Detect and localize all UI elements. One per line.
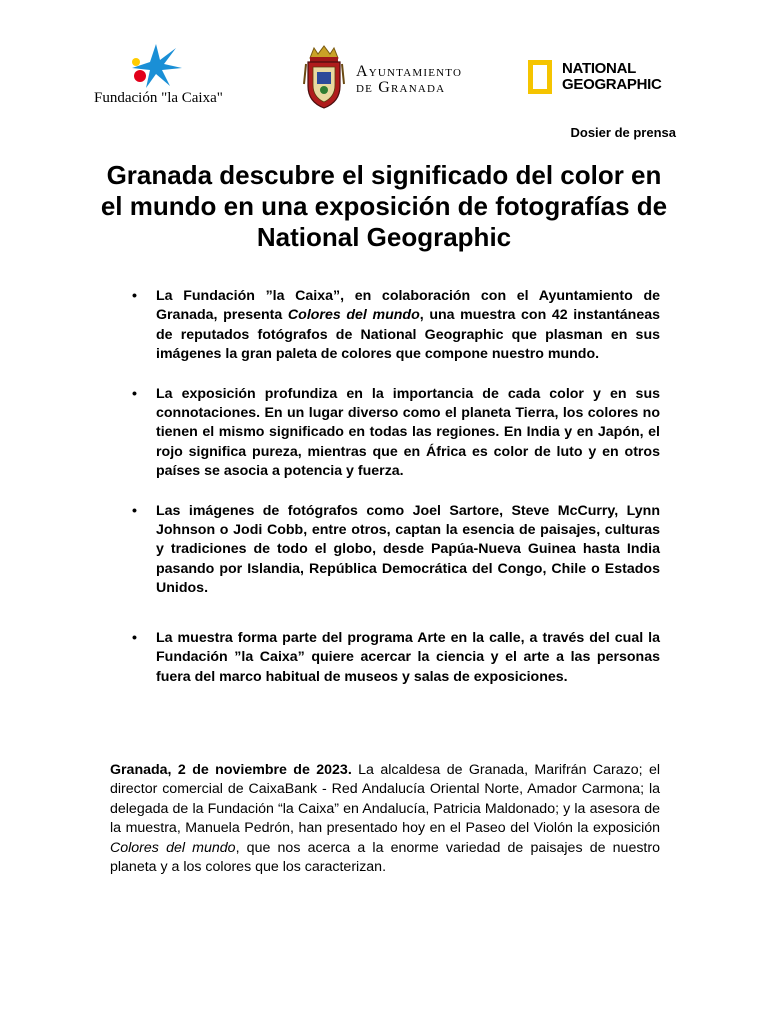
dateline: Granada, 2 de noviembre de 2023.: [110, 762, 352, 778]
caixa-star-icon: [86, 38, 236, 92]
bullet-text-1a: La Fundación ”la Caixa”, en colaboración con el Ayuntamiento de Granada, presenta: [156, 288, 660, 324]
bullet-text-3: Las imágenes de fotógrafos como Joel Sartore, Steve McCurry, Lynn Johnson o Jodi Cobb, entre otros, captan la esencia de paisajes, culturas y tradiciones de todo el globo, desde Papúa-Nueva Guinea hasta India pasando por Islandia, República Democrática del Congo, Chile o Estados Unidos.: [156, 502, 660, 597]
ng-line2: GEOGRAPHIC: [562, 76, 662, 93]
list-item: [110, 385, 660, 482]
caixa-logo: [86, 38, 236, 116]
bullet-icon: •: [132, 385, 137, 402]
ng-wordmark: [562, 61, 662, 93]
bullet-icon: •: [132, 288, 137, 304]
granada-coat-of-arms-icon: [302, 44, 346, 110]
ayuntamiento-line2: de Granada: [356, 79, 446, 96]
national-geographic-logo: [528, 58, 688, 102]
header-logos: [0, 38, 768, 118]
bullet-text-2: La exposición profundiza en la importancia de cada color y en sus connotaciones. En un lugar diverso como el planeta Tierra, los colores no tienen el mismo significado en todas las regiones. En India y en Japón, el rojo significa pureza, mientras que en África es color de luto y en otros países se asocia a potencia y fuerza.: [156, 385, 660, 480]
ayuntamiento-logo: [302, 44, 482, 114]
ayuntamiento-label: [356, 64, 462, 96]
dosier-label: Dosier de prensa: [570, 125, 676, 140]
body-text-1: La alcaldesa de Granada, Marifrán Carazo; el director comercial de CaixaBank - Red Andalucía Oriental Norte, Amador Carmona; la delegada de la Fundación “la Caixa” en Andalucía, Patricia Maldonado; y la asesora de la muestra, Manuela Pedrón, han presentado hoy en el Paseo del Violón la exposición: [110, 762, 660, 837]
page-title: Granada descubre el significado del color en el mundo en una exposición de fotografías de National Geographic: [100, 160, 668, 252]
ayuntamiento-line1: Ayuntamiento: [356, 63, 463, 80]
highlights-list: [110, 287, 660, 687]
bullet-text-1-emphasis: Colores del mundo: [287, 307, 420, 324]
bullet-icon: •: [132, 502, 137, 519]
list-item: [110, 502, 660, 599]
caixa-label: Fundación "la Caixa": [94, 90, 223, 106]
ng-yellow-frame-icon: [528, 60, 552, 94]
bullet-icon: •: [132, 629, 137, 646]
list-item: [110, 287, 660, 365]
list-item: [110, 629, 660, 687]
body-paragraph: [110, 761, 660, 877]
bullet-text-1b: , una muestra con 42 instantáneas de reputados fotógrafos de National Geographic que plasman en sus imágenes la gran paleta de colores que compone nuestro mundo.: [156, 307, 661, 363]
body-text-2: , que nos acerca a la enorme variedad de paisajes de nuestro planeta y a los colores que los caracterizan.: [110, 839, 660, 876]
body-text-emphasis: Colores del mundo: [110, 839, 236, 856]
ng-line1: NATIONAL: [562, 60, 636, 77]
bullet-text-4: La muestra forma parte del programa Arte en la calle, a través del cual la Fundación ”la Caixa” quiere acercar la ciencia y el arte a las personas fuera del marco habitual de museos y salas de exposiciones.: [156, 629, 660, 685]
